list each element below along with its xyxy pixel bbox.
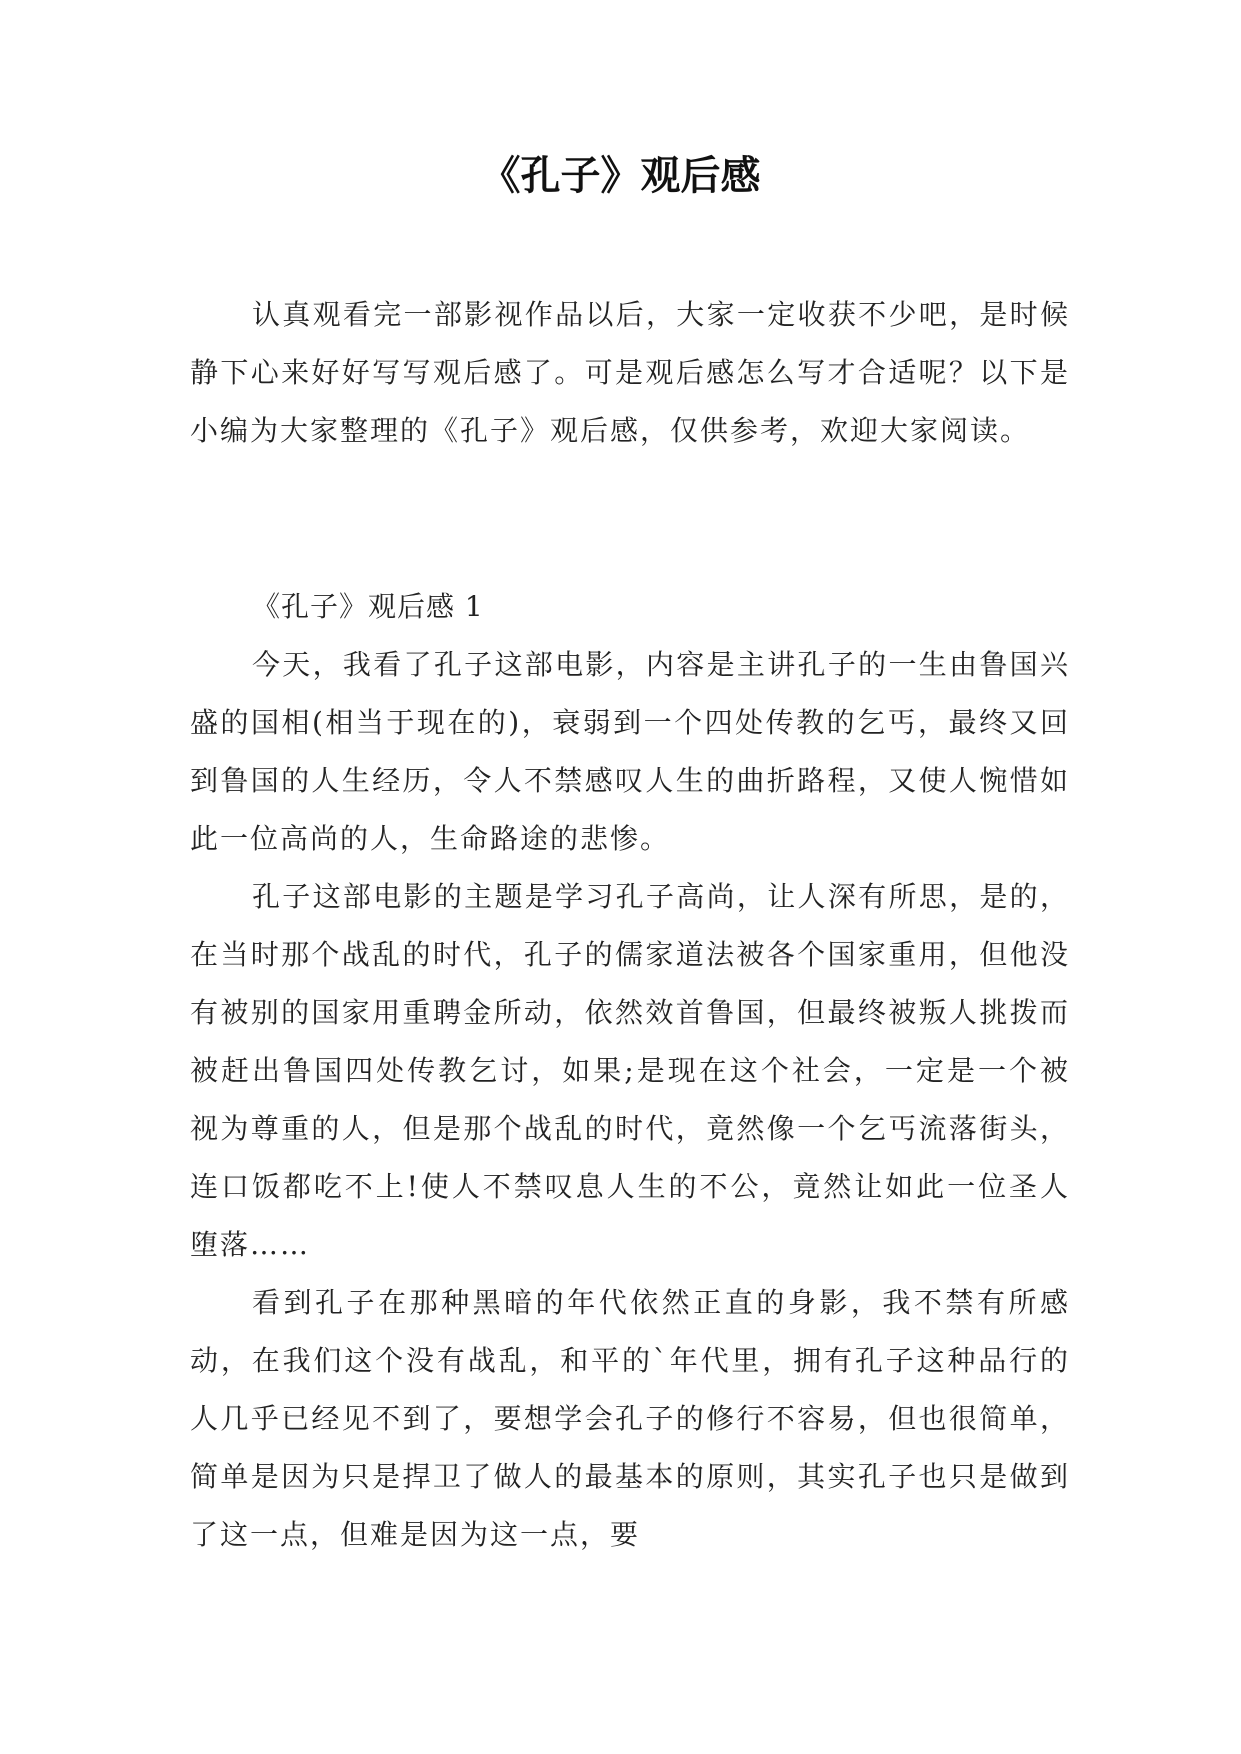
intro-block	[190, 286, 1070, 460]
page-title: 《孔子》观后感	[480, 153, 761, 199]
body-paragraph-2: 孔子这部电影的主题是学习孔子高尚，让人深有所思，是的，在当时那个战乱的时代，孔子的儒家道法被各个国家重用，但他没有被别的国家用重聘金所动，依然效首鲁国，但最终被叛人挑拨而被赶出鲁国四处传教乞讨，如果;是现在这个社会，一定是一个被视为尊重的人，但是那个战乱的时代，竟然像一个乞丐流落街头，连口饭都吃不上!使人不禁叹息人生的不公，竟然让如此一位圣人堕落……	[190, 880, 1070, 1261]
section-heading: 《孔子》观后感 1	[252, 590, 484, 623]
body-paragraph-1: 今天，我看了孔子这部电影，内容是主讲孔子的一生由鲁国兴盛的国相(相当于现在的)，衰弱到一个四处传教的乞丐，最终又回到鲁国的人生经历，令人不禁感叹人生的曲折路程，又使人惋惜如此一位高尚的人，生命路途的悲惨。	[190, 648, 1070, 855]
body-paragraph-3: 看到孔子在那种黑暗的年代依然正直的身影，我不禁有所感动，在我们这个没有战乱，和平的`年代里，拥有孔子这种品行的人几乎已经见不到了，要想学会孔子的修行不容易，但也很简单，简单是因为只是捍卫了做人的最基本的原则，其实孔子也只是做到了这一点，但难是因为这一点，要	[190, 1286, 1070, 1551]
intro-paragraph: 认真观看完一部影视作品以后，大家一定收获不少吧，是时候静下心来好好写写观后感了。可是观后感怎么写才合适呢？以下是小编为大家整理的《孔子》观后感，仅供参考，欢迎大家阅读。	[190, 298, 1070, 447]
essay-section-1	[190, 578, 1070, 1564]
